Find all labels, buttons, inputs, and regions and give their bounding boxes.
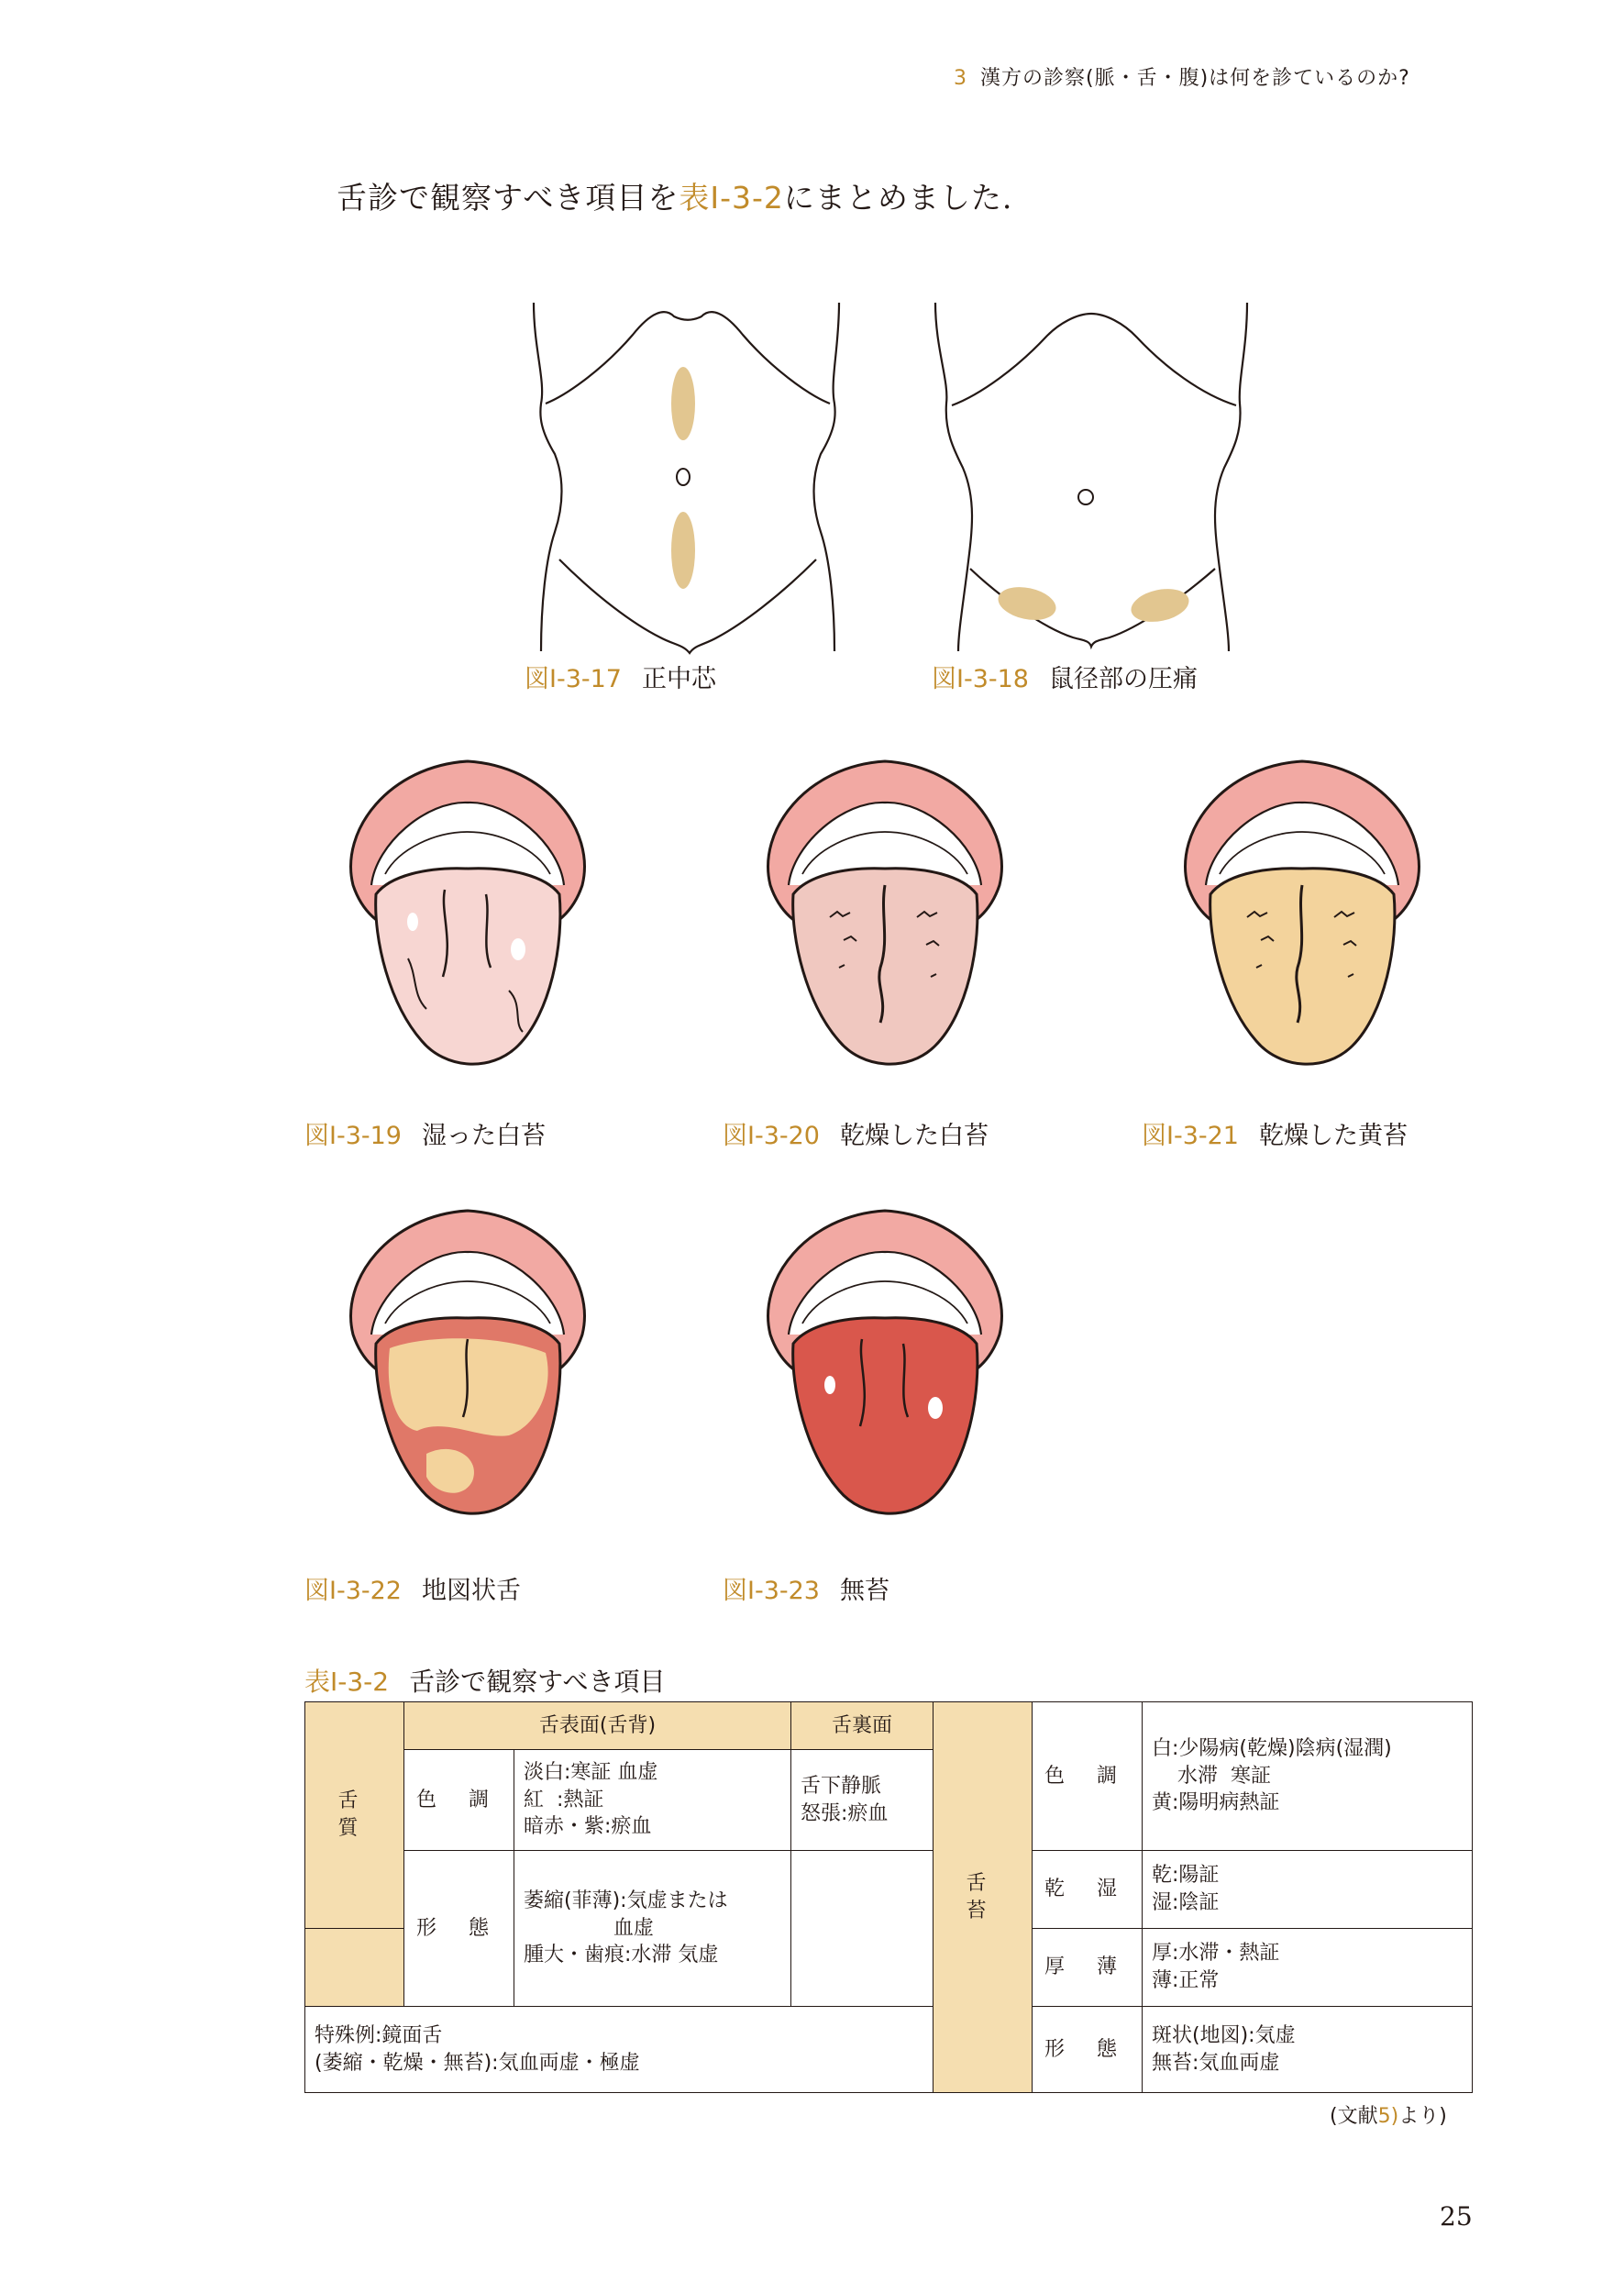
table-caption: 表Ⅰ-3-2 舌診で観察すべき項目: [304, 1667, 666, 1697]
chapter-title: 漢方の診察(脈・舌・腹)は何を診ているのか?: [980, 67, 1410, 90]
col-header-surface: 舌表面(舌背): [404, 1702, 791, 1750]
figure-caption-19: 図Ⅰ-3-19 湿った白苔: [304, 1122, 546, 1150]
lower-midline-band: [671, 512, 695, 589]
coat-dry-label: 乾 湿: [1033, 1851, 1143, 1929]
quality-shape-surface: 萎縮(菲薄):気虚または 血虚 腫大・歯痕:水滞 気虚: [514, 1851, 791, 2007]
figure-caption-22: 図Ⅰ-3-22 地図状舌: [304, 1577, 521, 1605]
coat-color-label: 色 調: [1033, 1702, 1143, 1851]
intro-text-after: にまとめました.: [783, 180, 1013, 216]
right-inguinal-spot: [1128, 584, 1192, 627]
table-row: [305, 1851, 1473, 1929]
special-case-note: 特殊例:鏡面舌 (萎縮・乾燥・無苔):気血両虚・極虚: [305, 2007, 934, 2093]
figure-caption-23: 図Ⅰ-3-23 無苔: [723, 1577, 889, 1605]
left-inguinal-spot: [995, 582, 1059, 626]
tongue-dry-white-coating: [752, 757, 1018, 1114]
tongue-dry-yellow-coating: [1169, 757, 1435, 1114]
coat-shape-value: 斑状(地図):気虚 無苔:気血両虚: [1143, 2007, 1473, 2093]
coat-thick-label: 厚 薄: [1033, 1929, 1143, 2007]
quality-header-fill: [305, 1929, 404, 2007]
coat-thick-value: 厚:水滞・熱証 薄:正常: [1143, 1929, 1473, 2007]
table-reference-link[interactable]: 表Ⅰ-3-2: [679, 180, 784, 216]
figure-caption-20: 図Ⅰ-3-20 乾燥した白苔: [723, 1122, 989, 1150]
table-row: [305, 1702, 1473, 1750]
tongue-geographic: [335, 1206, 601, 1564]
tongue-moist-white-coating: [335, 757, 601, 1114]
intro-text-before: 舌診で観察すべき項目を: [337, 180, 679, 216]
quality-color-underside: 舌下静脈 怒張:瘀血: [791, 1750, 934, 1851]
quality-shape-underside-empty: [791, 1851, 934, 2007]
tongue-no-coating: [752, 1206, 1018, 1564]
tongue-observation-table: [304, 1701, 1473, 2093]
figure-caption-17: 図Ⅰ-3-17 正中芯: [525, 665, 716, 693]
row-header-coating: 舌 苔: [934, 1702, 1033, 2093]
row-header-quality: 舌 質: [305, 1702, 404, 1929]
coat-color-value: 白:少陽病(乾燥)陰病(湿潤) 水滞 寒証 黄:陽明病熱証: [1143, 1702, 1473, 1851]
page-number: 25: [1440, 2201, 1473, 2232]
coat-dry-value: 乾:陽証 湿:陰証: [1143, 1851, 1473, 1929]
reference-link[interactable]: 5): [1377, 2105, 1399, 2128]
running-header: [954, 62, 1410, 91]
abdomen-inguinal-illustration: [926, 294, 1275, 660]
col-header-underside: 舌裏面: [791, 1702, 934, 1750]
table-row: [305, 2007, 1473, 2093]
quality-color-label: 色 調: [404, 1750, 514, 1851]
quality-shape-label: 形 態: [404, 1851, 514, 2007]
table-source-note: (文献5)より): [1330, 2105, 1447, 2128]
quality-color-surface: 淡白:寒証 血虚 紅 :熱証 暗赤・紫:瘀血: [514, 1750, 791, 1851]
chapter-number: 3: [954, 67, 967, 90]
coat-shape-label: 形 態: [1033, 2007, 1143, 2093]
figure-caption-21: 図Ⅰ-3-21 乾燥した黄苔: [1142, 1122, 1408, 1150]
intro-sentence: [337, 174, 1012, 217]
abdomen-midline-illustration: [514, 294, 862, 660]
upper-midline-band: [671, 367, 695, 440]
figure-caption-18: 図Ⅰ-3-18 鼠径部の圧痛: [932, 665, 1198, 693]
